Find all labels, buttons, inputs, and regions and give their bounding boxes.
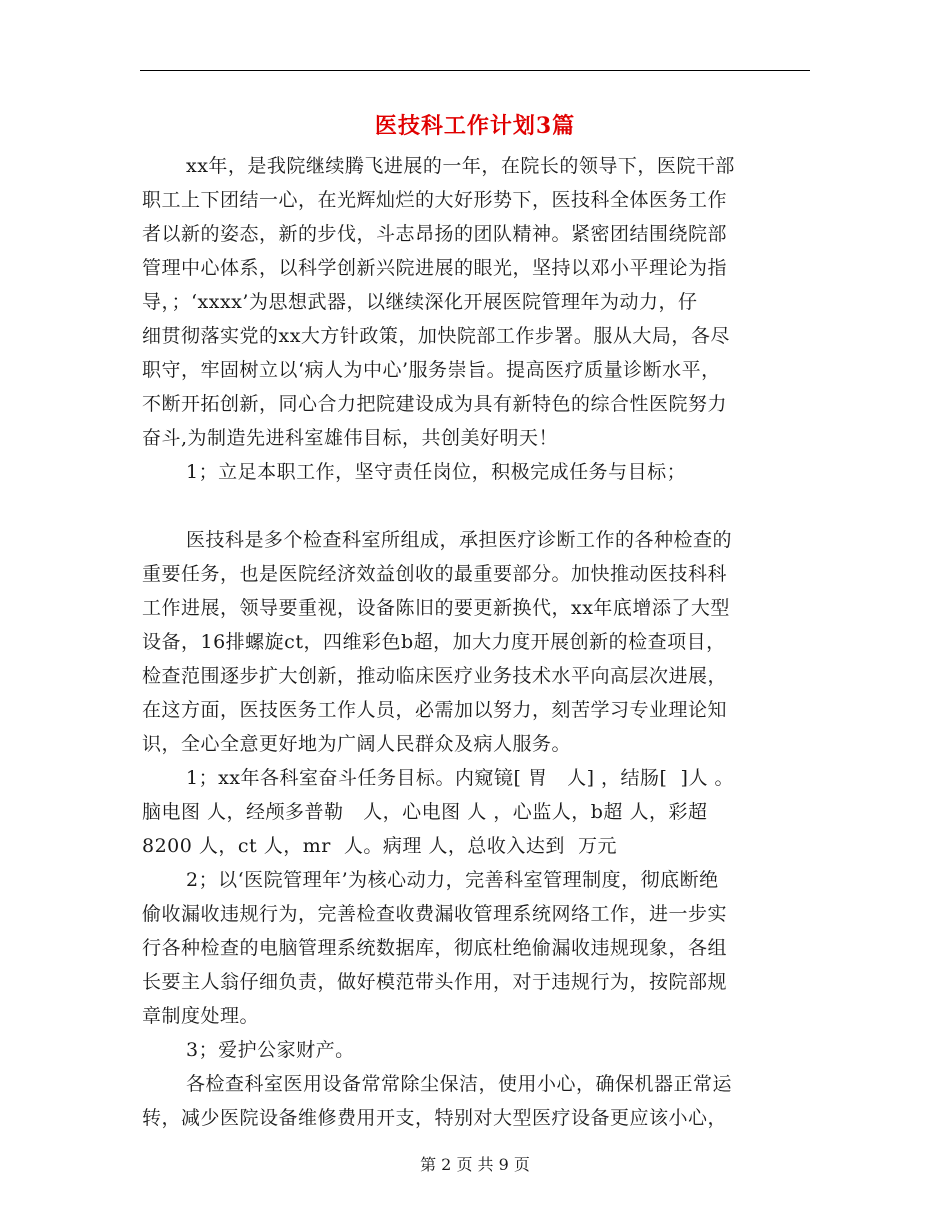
section-heading: 1；立足本职工作，坚守责任岗位，积极完成任务与目标； — [186, 461, 687, 483]
body-line: 医技科是多个检查科室所组成，承担医疗诊断工作的各种检查的 — [186, 529, 733, 551]
body-line: 检查范围逐步扩大创新，推动临床医疗业务技术水平向高层次进展， — [142, 665, 728, 687]
body-line: 长要主人翁仔细负责，做好模范带头作用，对于违规行为，按院部规 — [142, 971, 728, 993]
body-line: 重要任务，也是医院经济效益创收的最重要部分。加快推动医技科科 — [142, 563, 728, 585]
body-line: 职工上下团结一心，在光辉灿烂的大好形势下，医技科全体医务工作 — [142, 189, 728, 211]
section-heading: 3；爱护公家财产。 — [186, 1039, 355, 1061]
body-line: 章制度处理。 — [142, 1005, 260, 1027]
body-line: 设备，16排螺旋ct，四维彩色b超，加大力度开展创新的检查项目， — [142, 631, 726, 653]
body-line: 细贯彻落实党的xx大方针政策，加快院部工作步署。服从大局，各尽 — [142, 325, 730, 347]
body-line: 者以新的姿态，新的步伐，斗志昂扬的团队精神。紧密团结围绕院部 — [142, 223, 728, 245]
body-line: 各检查科室医用设备常常除尘保洁，使用小心，确保机器正常运 — [186, 1073, 733, 1095]
body-line: 不断开拓创新，同心合力把院建设成为具有新特色的综合性医院努力 — [142, 393, 728, 415]
body-line: 行各种检查的电脑管理系统数据库，彻底杜绝偷漏收违规现象，各组 — [142, 937, 728, 959]
body-line: 在这方面，医技医务工作人员，必需加以努力，刻苦学习专业理论知 — [142, 699, 728, 721]
body-line: 1；xx年各科室奋斗任务目标。内窥镜[ 胃 人] ，结肠[ ]人 。 — [186, 767, 734, 789]
body-line: 偷收漏收违规行为，完善检查收费漏收管理系统网络工作，进一步实 — [142, 903, 728, 925]
body-line: 识，全心全意更好地为广阔人民群众及病人服务。 — [142, 733, 572, 755]
body-line: 导，；‘xxxx’为思想武器，以继续深化开展医院管理年为动力，仔 — [142, 291, 698, 313]
body-line: 8200 人，ct 人，mr 人。病理 人，总收入达到 万元 — [142, 835, 618, 857]
page-number: 第 2 页 共 9 页 — [420, 1155, 530, 1174]
body-line: 脑电图 人，经颅多普勒 人，心电图 人 ，心监人，b超 人，彩超 — [142, 801, 708, 823]
header-rule — [140, 70, 810, 71]
body-line: 转，减少医院设备维修费用开支，特别对大型医疗设备更应该小心， — [142, 1107, 728, 1129]
body-line: 职守，牢固树立以‘病人为中心’服务崇旨。提高医疗质量诊断水平， — [142, 359, 721, 381]
document-title: 医技科工作计划3篇 — [374, 113, 576, 139]
body-line: xx年，是我院继续腾飞进展的一年，在院长的领导下，医院干部 — [186, 155, 735, 177]
body-line: 管理中心体系，以科学创新兴院进展的眼光，坚持以邓小平理论为指 — [142, 257, 728, 279]
body-line: 2；以‘医院管理年’为核心动力，完善科室管理制度，彻底断绝 — [186, 869, 719, 891]
body-line: 奋斗,为制造先进科室雄伟目标，共创美好明天！ — [142, 427, 559, 449]
body-line: 工作进展，领导要重视，设备陈旧的要更新换代，xx年底增添了大型 — [142, 597, 730, 619]
